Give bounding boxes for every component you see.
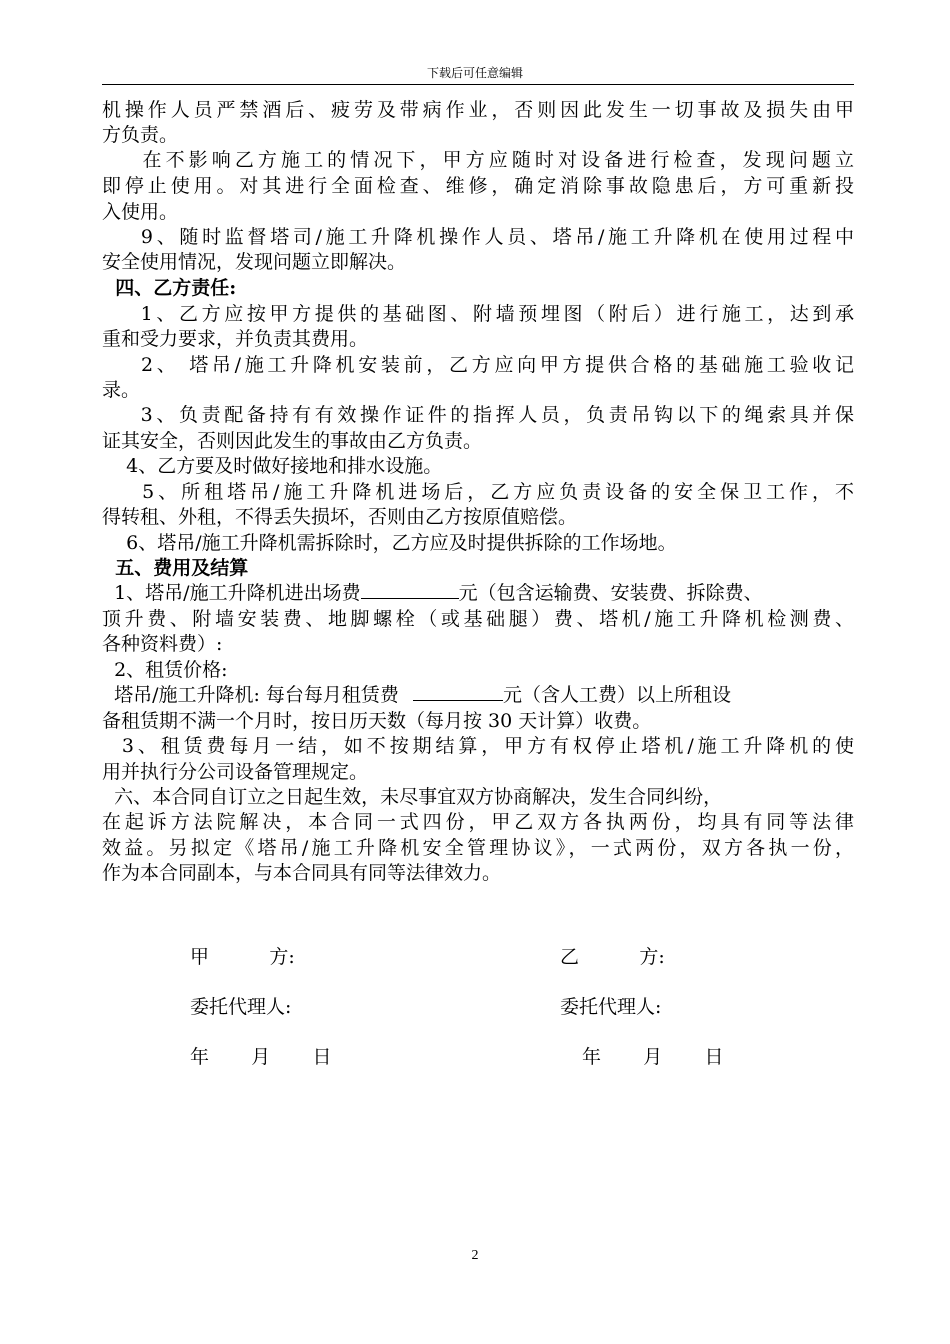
body-line: 顶升费、附墙安装费、地脚螺栓（或基础腿）费、塔机/施工升降机检测费、 [102,608,854,630]
date-b-label: 年 月 日 [582,1046,724,1068]
fee-label-cont: 元（包含运输费、安装费、拆除费、 [458,582,763,604]
page-header: 下载后可任意编辑 [426,66,523,80]
agent-b-label: 委托代理人: [560,996,662,1018]
body-line-with-blank [102,682,854,708]
body-line: 即停止使用。对其进行全面检查、维修，确定消除事故隐患后，方可重新投 [102,175,854,197]
body-line: 4、乙方要及时做好接地和排水设施。 [102,455,443,477]
agent-a-label: 委托代理人: [190,996,292,1018]
body-line: 3、负责配备持有有效操作证件的指挥人员，负责吊钩以下的绳索具并保 [102,404,854,426]
body-line: 效益。另拟定《塔吊/施工升降机安全管理协议》，一式两份，双方各执一份， [102,837,854,859]
body-line: 各种资料费）: [102,633,223,655]
body-line: 入使用。 [102,201,179,223]
body-line: 机操作人员严禁酒后、疲劳及带病作业，否则因此发生一切事故及损失由甲 [102,99,854,121]
rent-blank-field[interactable] [413,682,503,701]
rent-label-cont: 元（含人工费）以上所租设 [502,684,731,706]
body-line: 2、租赁价格: [102,659,228,681]
page-number: 2 [471,1248,479,1263]
body-line: 6、塔吊/施工升降机需拆除时，乙方应及时提供拆除的工作场地。 [102,532,677,554]
section-heading: 五、费用及结算 [102,557,249,579]
fee-blank-field[interactable] [361,580,459,599]
fee-label: 1、塔吊/施工升降机进出场费 [102,582,361,604]
body-line: 作为本合同副本，与本合同具有同等法律效力。 [102,862,502,884]
body-line: 9、随时监督塔司/施工升降机操作人员、塔吊/施工升降机在使用过程中 [102,226,854,248]
date-a-label: 年 月 日 [190,1046,332,1068]
rent-label: 塔吊/施工升降机: 每台每月租赁费 [102,684,399,706]
party-a-label: 甲 方: [190,946,295,968]
body-line: 得转租、外租，不得丢失损坏，否则由乙方按原值赔偿。 [102,506,578,528]
body-line: 1、乙方应按甲方提供的基础图、附墙预埋图（附后）进行施工，达到承 [102,303,854,325]
party-b-label: 乙 方: [560,946,665,968]
body-line: 用并执行分公司设备管理规定。 [102,761,369,783]
body-line: 重和受力要求，并负责其费用。 [102,328,369,350]
body-line: 3、租赁费每月一结，如不按期结算，甲方有权停止塔机/施工升降机的使 [102,735,854,757]
body-line: 安全使用情况，发现问题立即解决。 [102,251,407,273]
body-line: 录。 [102,379,141,401]
section-heading: 四、乙方责任: [102,277,237,299]
body-line-with-blank [102,580,854,606]
body-line: 2、 塔吊/施工升降机安装前，乙方应向甲方提供合格的基础施工验收记 [102,354,854,376]
body-line: 六、本合同自订立之日起生效，未尽事宜双方协商解决，发生合同纠纷， [102,786,723,808]
body-line: 5、所租塔吊/施工升降机进场后，乙方应负责设备的安全保卫工作，不 [102,481,854,503]
body-line: 备租赁期不满一个月时，按日历天数（每月按 30 天计算）收费。 [102,710,652,732]
body-line: 在不影响乙方施工的情况下，甲方应随时对设备进行检查，发现问题立 [102,149,854,171]
header-rule [102,84,854,85]
body-line: 在起诉方法院解决，本合同一式四份，甲乙双方各执两份，均具有同等法律 [102,811,854,833]
body-line: 证其安全，否则因此发生的事故由乙方负责。 [102,430,483,452]
body-line: 方负责。 [102,124,179,146]
